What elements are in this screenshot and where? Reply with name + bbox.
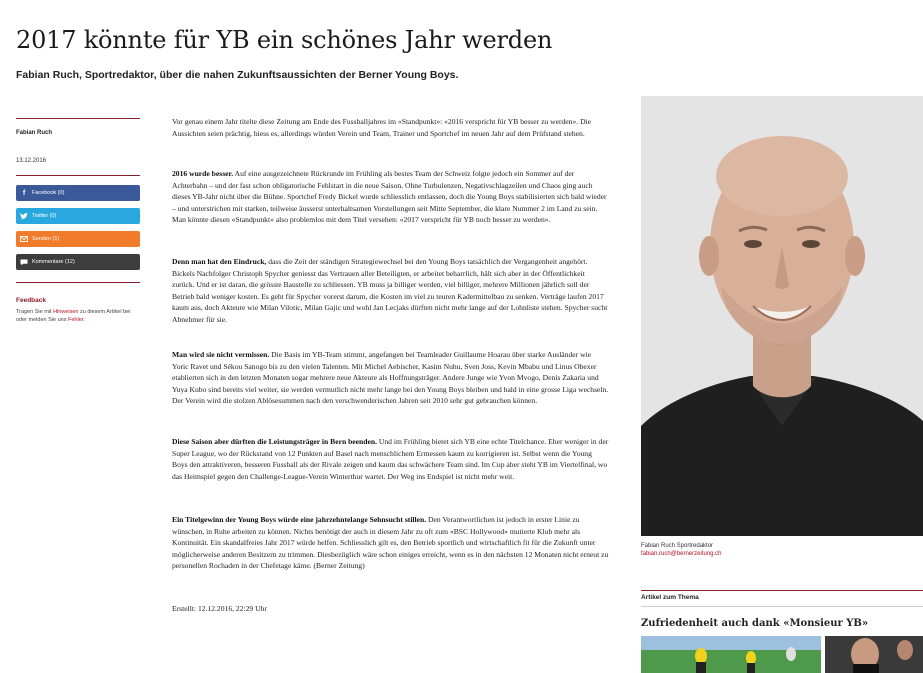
- divider: [16, 175, 140, 176]
- article-title: 2017 könnte für YB ein schönes Jahr werden: [16, 26, 553, 54]
- twitter-icon: [20, 212, 28, 220]
- related-articles-title: Artikel zum Thema: [641, 594, 699, 601]
- comment-bubble-icon: [20, 258, 28, 266]
- article-paragraph: 2016 wurde besser. Auf eine ausgezeichnete Rückrunde im Frühling als bestes Team der Schweiz folgte jedoch ein Sommer auf der Achterbahn – und der fast schon obligatorische Fehlstart in die neue Saison. Ohne Turbulenzen, Negativschlagzeilen und Chaos ging auch dieses YB-Jahr nicht über die Bühne. Sportchef Fredy Bickel wurde schliesslich entlassen, doch die Young Boys stabilisierten sich bald wieder – und unterstrichen mit starken, teilweise äusserst unterhaltsamen Vorstellungen seit Mitte September, die klare Nummer 2 im Land zu sein. Man könnte diesen «Standpunkt» also problemlos mit dem Titel versehen: «2017 verspricht für YB noch besser zu werden».: [172, 169, 607, 224]
- hints-link[interactable]: Hinweisen: [53, 309, 79, 315]
- comments-label: Kommentare (12): [32, 259, 75, 265]
- article-paragraph: Denn man hat den Eindruck, dass die Zeit der ständigen Strategiewechsel bei den Young Boys tatsächlich der Vergangenheit angehört. Bickels Nachfolger Christoph Spycher geniesst das Vertrauen aller Beteiligten, er arbeitet beharrlich, hält sich aber in der Öffentlichkeit zurück. Und er ist daran, die grösste Baustelle zu schliessen. YB muss ja billiger werden, viel billiger, mehrere Millionen jährlich soll der Betrieb bald weniger kosten. Es geht für Spycher vorerst darum, die Kosten im viel zu teuren Kadermittelbau zu senken. Verträge laufen 2017 kaum aus, doch Akteure wie Milan Vilotic, Milan Gajic und wohl Jan Lecjaks dürften nicht mehr lange auf der Lohnliste stehen. Spycher sucht Abnehmer für sie.: [172, 257, 608, 324]
- related-article-thumbnail[interactable]: [641, 636, 821, 673]
- author-portrait: [641, 96, 923, 536]
- divider: [641, 590, 923, 591]
- divider: [641, 606, 923, 607]
- envelope-icon: [20, 235, 28, 243]
- author-name[interactable]: Fabian Ruch: [16, 130, 53, 136]
- article-lead: Fabian Ruch, Sportredaktor, über die nahen Zukunftsaussichten der Berner Young Boys.: [16, 69, 459, 81]
- photo-caption: [641, 542, 721, 558]
- facebook-icon: f: [22, 189, 26, 197]
- twitter-share-label: Twitter (0): [32, 213, 57, 219]
- facebook-share-button[interactable]: [16, 185, 140, 201]
- feedback-title: Feedback: [16, 297, 46, 304]
- related-article-thumbnail[interactable]: [825, 636, 923, 673]
- article-meta-column: [16, 118, 140, 324]
- facebook-share-label: Facebook (0): [32, 190, 65, 196]
- created-timestamp: Erstellt: 12.12.2016, 22:29 Uhr: [172, 604, 267, 613]
- mail-share-button[interactable]: [16, 231, 140, 247]
- divider: [16, 282, 140, 283]
- twitter-share-button[interactable]: [16, 208, 140, 224]
- mail-share-label: Senden (1): [32, 236, 60, 242]
- article-paragraph: Vor genau einem Jahr titelte diese Zeitung am Ende des Fussballjahres im «Standpunkt»: «2016 verspricht für YB besser zu werden». Die Aussichten seien prächtig, hiess es, allerdings würden Verein und Team, Trainer und Sportchef im neuen Jahr auf dem Prüfstand stehen.: [172, 117, 592, 138]
- author-email-link[interactable]: fabian.ruch@bernerzeitung.ch: [641, 551, 722, 557]
- publish-date: 13.12.2016: [16, 158, 47, 164]
- feedback-text: Tragen Sie mit Hinweisen zu diesem Artikel bei oder melden Sie uns Fehler.: [16, 309, 131, 323]
- article-paragraph: Man wird sie nicht vermissen. Die Basis im YB-Team stimmt, angefangen bei Teamleader Guillaume Hoarau über starke Ausländer wie Yoric Ravet und Sékou Sanogo bis zu den vielen Talenten. Mit Michel Aebischer, Kasim Nuhu, Sven Joss, Kevin Mbabu und Linus Obexer etablierten sich in den letzten Monaten sogar mehrere neue Akteure als Hoffnungsträger. Andere Junge wie Yvon Mvogo, Denis Zakaria und Yuya Kubo sind bereits viel weiter, sie werden vermutlich nicht mehr lange bei den Young Boys bleiben und bald in eine grosse Liga wechseln. Der Verein wird die stolzen Ablösesummen nach den verschwenderischen Jahren seit 2010 sehr gut gebrauchen können.: [172, 350, 609, 405]
- article-paragraph: Diese Saison aber dürften die Leistungsträger in Bern beenden. Und im Frühling bietet sich YB eine echte Titelchance. Eher weniger in der Super League, wo der Rückstand von 12 Punkten auf Basel nach menschlichem Ermessen kaum zu korrigieren ist. Selbst wenn die Young Boys den attraktiveren, besseren Fussball als der Rivale zeigen und kaum das schwächere Team sind. Im Cup aber steht YB im Viertelfinal, wo das Heimspiel gegen den Challenge-League-Verein Winterthur wartet. Der Weg ins Endspiel ist nicht mehr weit.: [172, 437, 609, 481]
- related-article-headline[interactable]: Zufriedenheit auch dank «Monsieur YB»: [641, 618, 869, 629]
- article-paragraph: Ein Titelgewinn der Young Boys würde eine jahrzehntelange Sehnsucht stillen. Den Verantwortlichen ist jedoch in erster Linie zu wünschen, in Ruhe arbeiten zu können. Nichts benötigt der auch in diesem Jahr zu oft zum «BSC Hollywood» mutierte Klub mehr als Kontinuität. Ein skandalfreies Jahr 2017 würde helfen. Schliesslich gilt es, den Betrieb sportlich und wirtschaftlich fit für die Zukunft unter möglicherweise anderen Besitzern zu trimmen. Diesbezüglich wäre schon einiges erreicht, wenn es in den nächsten 12 Monaten nicht erneut zu personellen Rochaden in der Chefetage käme. (Berner Zeitung): [172, 515, 609, 570]
- divider: [16, 118, 140, 119]
- photo-caption-text: Fabian Ruch Sportredaktor: [641, 543, 714, 549]
- report-error-link[interactable]: Fehler: [67, 317, 84, 323]
- comments-button[interactable]: [16, 254, 140, 270]
